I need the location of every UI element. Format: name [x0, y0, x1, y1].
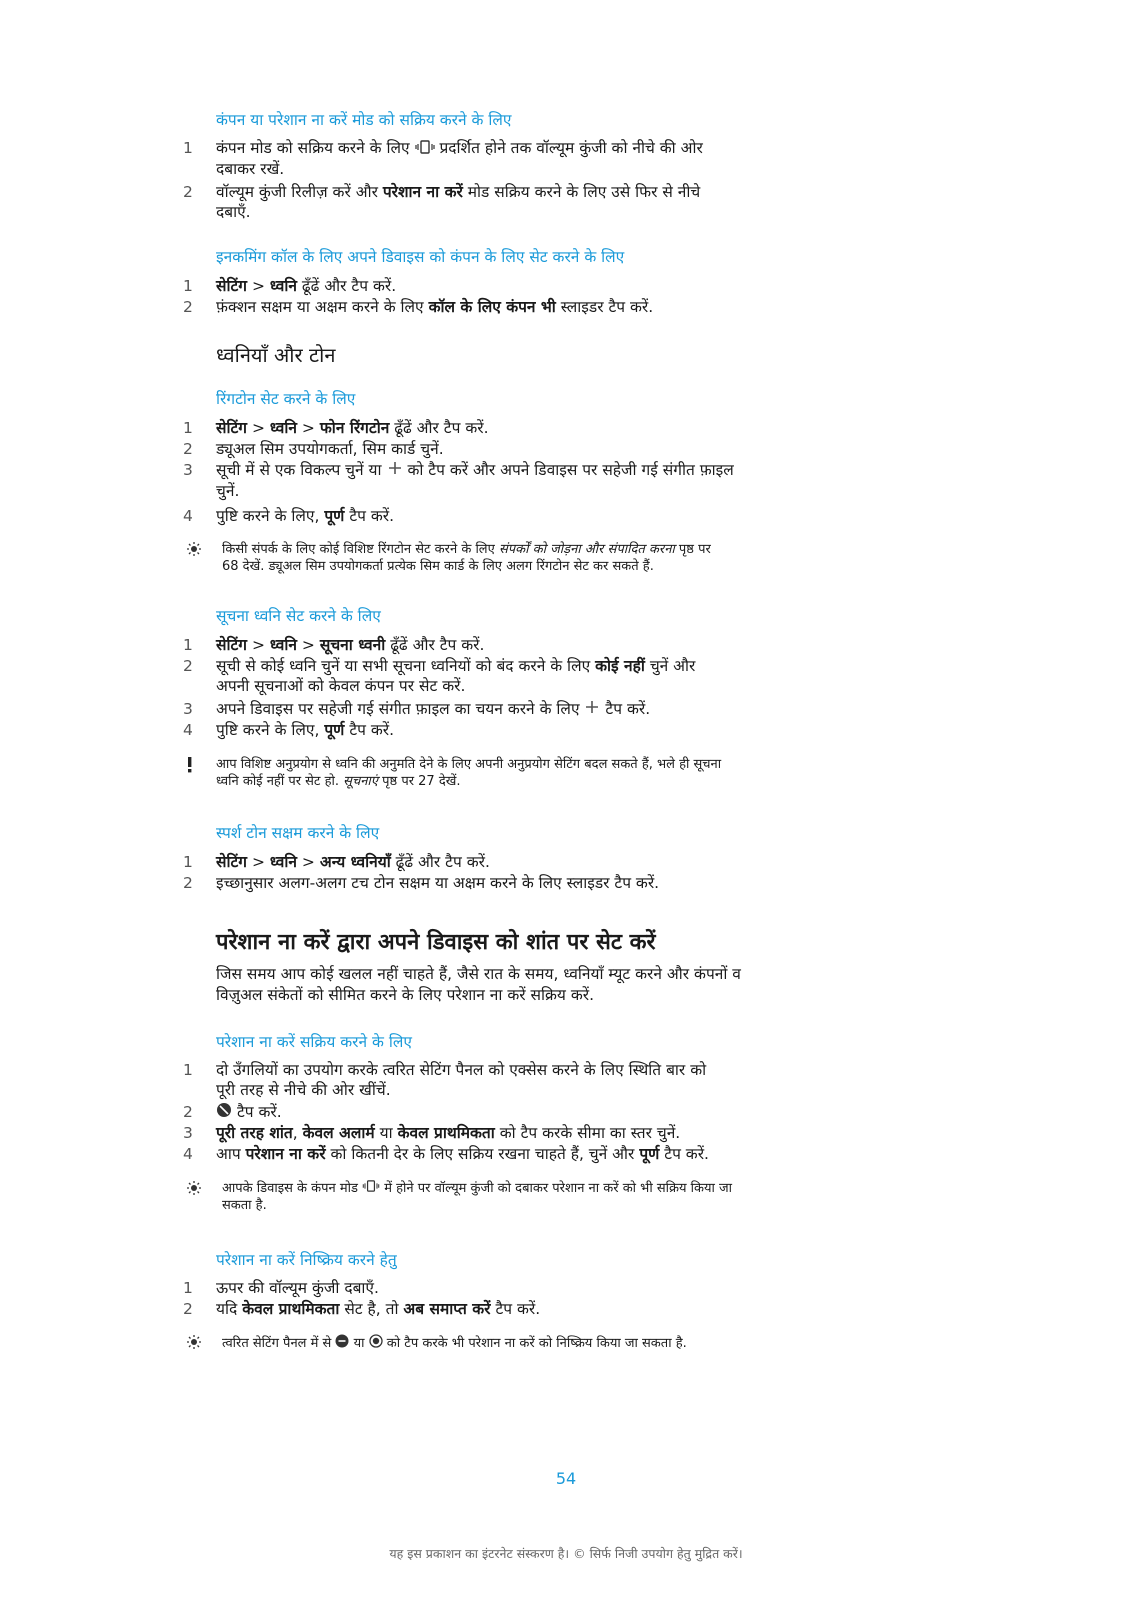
separator: >	[251, 636, 265, 654]
step-text: दबाएँ.	[216, 203, 251, 221]
step-number: 2	[183, 874, 193, 892]
page-section-title: परेशान ना करें द्वारा अपने डिवाइस को शांत पर सेट करें	[216, 930, 656, 955]
step-number: 4	[183, 1145, 193, 1163]
step-number: 3	[183, 461, 193, 479]
note-text: ध्वनि कोई नहीं पर सेट हो.	[216, 774, 340, 789]
plus-icon	[584, 699, 600, 720]
bold-term: परेशान ना करें	[245, 1145, 326, 1163]
lightbulb-icon	[184, 1334, 204, 1350]
plus-icon	[387, 460, 403, 481]
page-footer: यह इस प्रकाशन का इंटरनेट संस्करण है। © सिर्फ निजी उपयोग हेतु मुद्रित करें।	[389, 1546, 743, 1561]
step-number: 2	[183, 1103, 193, 1121]
step-text: अपने डिवाइस पर सहेजी गई संगीत फ़ाइल का चयन करने के लिए	[216, 700, 580, 718]
bold-term: सेटिंग	[216, 853, 248, 871]
step-text: पुष्टि करने के लिए,	[216, 721, 320, 739]
bold-term: पूर्ण	[324, 507, 345, 525]
step-text: फ़ंक्शन सक्षम या अक्षम करने के लिए	[216, 298, 424, 316]
step-number: 2	[183, 298, 193, 316]
separator: >	[301, 853, 315, 871]
step-number: 1	[183, 853, 193, 871]
vibrate-icon	[415, 139, 435, 159]
note-text: को टैप करके भी परेशान ना करें को निष्क्रिय किया जा सकता है.	[386, 1336, 687, 1351]
step-text: सेट है, तो	[344, 1300, 399, 1318]
bold-term: पूर्ण	[324, 721, 345, 739]
step-text: ढूँढें और टैप करें.	[301, 277, 397, 295]
cross-reference: सूचनाएं	[343, 774, 378, 789]
step-text: यदि	[216, 1300, 238, 1318]
step-text: ढूँढें और टैप करें.	[390, 636, 485, 654]
step-text: दबाकर रखें.	[216, 159, 285, 178]
step-text: इच्छानुसार अलग-अलग टच टोन सक्षम या अक्षम करने के लिए स्लाइडर टैप करें.	[216, 874, 660, 892]
step-number: 3	[183, 700, 193, 718]
bold-term: केवल प्राथमिकता	[397, 1124, 495, 1142]
bold-term: सेटिंग	[216, 636, 248, 654]
step-text: को टैप करके सीमा का स्तर चुनें.	[499, 1124, 681, 1142]
do-not-disturb-icon	[216, 1102, 232, 1123]
step-text: ड्यूअल सिम उपयोगकर्ता, सिम कार्ड चुनें.	[216, 440, 444, 458]
bold-term: परेशान ना करें	[382, 183, 463, 201]
step-text: सूची से कोई ध्वनि चुनें या सभी सूचना ध्वनियों को बंद करने के लिए	[216, 657, 591, 675]
bold-term: कॉल के लिए कंपन भी	[428, 298, 556, 316]
note-text: आपके डिवाइस के कंपन मोड	[222, 1181, 358, 1196]
lightbulb-icon	[184, 541, 204, 557]
step-text: चुनें और	[649, 657, 696, 675]
bold-term: फोन रिंगटोन	[319, 419, 390, 437]
step-number: 1	[183, 1279, 193, 1297]
bold-term: सेटिंग	[216, 419, 248, 437]
section-heading-notification-sound: सूचना ध्वनि सेट करने के लिए	[216, 607, 381, 625]
step-text: अपनी सूचनाओं को केवल कंपन पर सेट करें.	[216, 677, 466, 695]
step-text: स्लाइडर टैप करें.	[560, 298, 654, 316]
bold-term: पूर्ण	[639, 1145, 660, 1163]
step-text: ढूँढें और टैप करें.	[394, 419, 489, 437]
section-heading-deactivate-dnd: परेशान ना करें निष्क्रिय करने हेतु	[216, 1251, 397, 1269]
step-text: सूची में से एक विकल्प चुनें या	[216, 461, 382, 479]
separator: >	[251, 853, 265, 871]
bold-term: ध्वनि	[269, 636, 297, 654]
section-heading-activate-dnd: परेशान ना करें सक्रिय करने के लिए	[216, 1033, 412, 1051]
step-number: 4	[183, 721, 193, 739]
section-heading-ringtone: रिंगटोन सेट करने के लिए	[216, 390, 356, 408]
exclamation-icon	[184, 756, 196, 774]
step-number: 2	[183, 440, 193, 458]
separator: >	[251, 419, 265, 437]
section-heading-touch-tones: स्पर्श टोन सक्षम करने के लिए	[216, 824, 380, 842]
note-text: त्वरित सेटिंग पैनल में से	[222, 1336, 332, 1351]
bold-term: ध्वनि	[269, 853, 297, 871]
bold-term: ध्वनि	[269, 277, 297, 295]
section-heading-call-vibrate: इनकमिंग कॉल के लिए अपने डिवाइस को कंपन के लिए सेट करने के लिए	[216, 248, 625, 266]
separator: >	[251, 277, 265, 295]
cross-reference: संपर्कों को जोड़ना और संपादित करना	[498, 542, 675, 557]
step-text: टैप करें.	[349, 721, 395, 739]
bold-term: सूचना ध्वनी	[319, 636, 386, 654]
bold-term: ध्वनि	[269, 419, 297, 437]
step-number: 1	[183, 636, 193, 654]
bold-term: सेटिंग	[216, 277, 248, 295]
step-text: दो उँगलियों का उपयोग करके त्वरित सेटिंग पैनल को एक्सेस करने के लिए स्थिति बार को	[216, 1061, 707, 1079]
minus-circle-icon	[335, 1334, 349, 1353]
step-number: 1	[183, 277, 193, 295]
bold-term: केवल अलार्म	[302, 1124, 375, 1142]
paragraph-text: जिस समय आप कोई खलल नहीं चाहते हैं, जैसे रात के समय, ध्वनियाँ म्यूट करने और कंपनों व	[216, 965, 741, 983]
bold-term: कोई नहीं	[595, 657, 645, 675]
step-text: टैप करें.	[605, 700, 651, 718]
bold-term: केवल प्राथमिकता	[242, 1300, 340, 1318]
step-number: 2	[183, 1300, 193, 1318]
target-circle-icon	[369, 1334, 383, 1353]
note-text: में होने पर वॉल्यूम कुंजी को दबाकर परेशान ना करें को भी सक्रिय किया जा	[384, 1181, 733, 1196]
vibrate-icon	[362, 1180, 380, 1197]
step-text: टैप करें.	[495, 1300, 541, 1318]
step-text: मोड सक्रिय करने के लिए उसे फिर से नीचे	[467, 183, 701, 201]
lightbulb-icon	[184, 1180, 204, 1196]
separator: >	[301, 636, 315, 654]
note-text: किसी संपर्क के लिए कोई विशिष्ट रिंगटोन सेट करने के लिए	[222, 542, 495, 557]
step-text: पूरी तरह से नीचे की ओर खींचें.	[216, 1081, 391, 1099]
step-number: 1	[183, 139, 193, 157]
bold-term: पूरी तरह शांत	[216, 1124, 293, 1142]
separator: >	[301, 419, 315, 437]
step-number: 3	[183, 1124, 193, 1142]
step-text: टैप करें.	[236, 1103, 282, 1121]
step-text: वॉल्यूम कुंजी रिलीज़ करें और	[216, 183, 378, 201]
step-text: को कितनी देर के लिए सक्रिय रखना चाहते हैं, चुनें और	[330, 1145, 635, 1163]
note-text: पृष्ठ पर	[678, 542, 711, 557]
step-number: 2	[183, 183, 193, 201]
note-text: सकता है.	[222, 1198, 267, 1213]
step-text: टैप करें.	[664, 1145, 709, 1163]
bold-term: अब समाप्त करें	[403, 1300, 491, 1318]
step-text: ढूँढें और टैप करें.	[395, 853, 490, 871]
step-text: पुष्टि करने के लिए,	[216, 507, 320, 525]
bold-term: अन्य ध्वनियाँ	[319, 853, 391, 871]
note-text: पृष्ठ पर 27 देखें.	[382, 774, 461, 789]
note-text: या	[353, 1336, 365, 1351]
step-number: 1	[183, 419, 193, 437]
section-heading-vibrate-dnd: कंपन या परेशान ना करें मोड को सक्रिय करने के लिए	[216, 111, 512, 129]
step-text: कंपन मोड को सक्रिय करने के लिए	[216, 139, 410, 157]
step-text: आप	[216, 1145, 241, 1163]
step-text: प्रदर्शित होने तक वॉल्यूम कुंजी को नीचे की ओर	[439, 139, 703, 157]
page-number: 54	[555, 1469, 577, 1488]
note-text: आप विशिष्ट अनुप्रयोग से ध्वनि की अनुमति देने के लिए अपनी अनुप्रयोग सेटिंग बदल सकते हैं, भले ही सूचना	[216, 757, 722, 772]
step-text: टैप करें.	[349, 507, 395, 525]
step-number: 4	[183, 507, 193, 525]
step-text: को टैप करें और अपने डिवाइस पर सहेजी गई संगीत फ़ाइल	[407, 461, 734, 479]
separator: ,	[292, 1124, 298, 1142]
step-text: या	[379, 1124, 393, 1142]
paragraph-text: विज़ुअल संकेतों को सीमित करने के लिए परेशान ना करें सक्रिय करें.	[216, 986, 595, 1004]
step-number: 2	[183, 657, 193, 675]
step-text: चुनें.	[216, 482, 240, 500]
note-text: 68 देखें. ड्यूअल सिम उपयोगकर्ता प्रत्येक सिम कार्ड के लिए अलग रिंगटोन सेट कर सकते हैं.	[222, 559, 654, 574]
step-number: 1	[183, 1061, 193, 1079]
step-text: ऊपर की वॉल्यूम कुंजी दबाएँ.	[216, 1279, 379, 1297]
intro-paragraph	[216, 964, 906, 1006]
section-title: ध्वनियाँ और टोन	[216, 343, 336, 367]
